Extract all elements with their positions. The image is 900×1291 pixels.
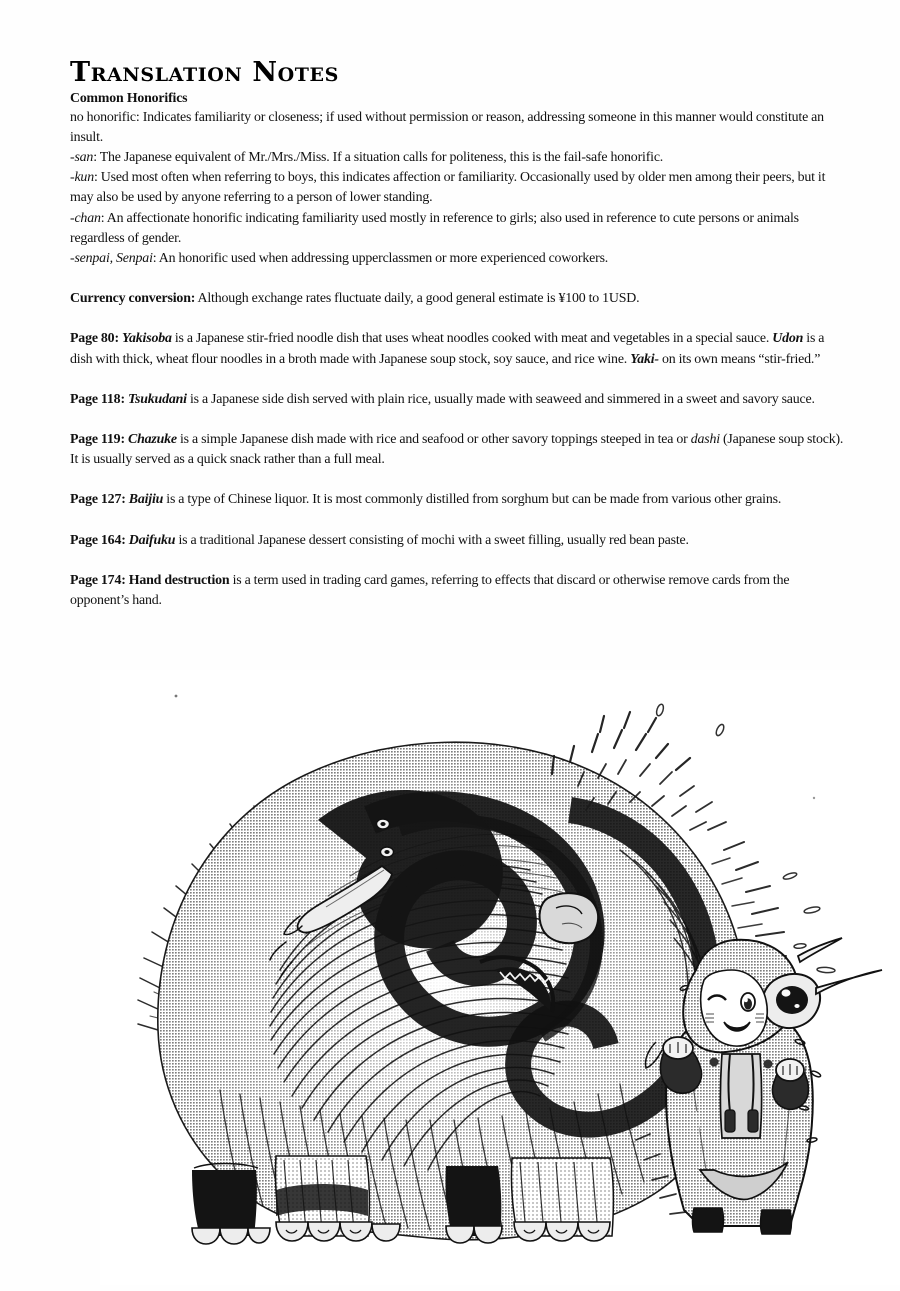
notes-body: [70, 88, 848, 611]
honorific-text: : An honorific used when addressing upperclassmen or more experienced coworkers.: [152, 251, 609, 267]
page-note-term: Udon: [772, 331, 804, 347]
beast-paw: [514, 1222, 610, 1241]
page-note-term: Baijiu: [128, 492, 164, 508]
honorific-text: : Used most often when referring to boys, this indicates affection or familiarity. Occasionally used by older men among their peers, but it may also be used by anyone referring to a person of lower standing.: [70, 170, 826, 206]
manga-illustration: [100, 670, 900, 1285]
honorific-entry: [70, 148, 848, 168]
honorific-text: : An affectionate honorific indicating familiarity used mostly in reference to girls; also used in reference to cute persons or animals regardless of gender.: [70, 210, 799, 246]
page-note-text: (Japanese soup stock). It is usually served as a quick snack rather than a full meal.: [70, 432, 844, 468]
section-heading-common-honorifics: Common Honorifics: [70, 90, 188, 105]
currency-conversion-text: Although exchange rates fluctuate daily, a good general estimate is ¥100 to 1USD.: [195, 291, 640, 307]
child-eye-right: [741, 993, 755, 1011]
page-title: Translation Notes: [70, 57, 339, 89]
honorific-text: : The Japanese equivalent of Mr./Mrs./Miss. If a situation calls for politeness, this is the fail-safe honorific.: [93, 150, 664, 165]
page-note-label: Page 164:: [70, 532, 126, 548]
honorific-term: -kun: [70, 170, 94, 186]
page-note-label: Page 118:: [70, 391, 125, 407]
currency-conversion-label: Currency conversion:: [70, 291, 196, 307]
page-note-label: Page 119:: [70, 432, 125, 448]
honorific-term: -senpai, Senpai: [70, 251, 153, 267]
page-note: [70, 329, 848, 369]
honorific-entry: [70, 249, 848, 269]
page-note-text: is a type of Chinese liquor. It is most commonly distilled from sorghum but can be made from various other grains.: [163, 492, 782, 508]
page-note-text: is a Japanese side dish served with plain rice, usually made with seaweed and simmered in a sweet and savory sauce.: [186, 391, 815, 407]
beast-paw: [192, 1228, 270, 1244]
hood-eye-dark: [776, 986, 808, 1014]
honorific-text: no honorific: Indicates familiarity or closeness; if used without permission or reason, addressing someone in this manner would constitute an insult.: [70, 109, 824, 145]
page-note-term: Hand destruction: [128, 572, 230, 588]
page-note-label: Page 127:: [70, 492, 126, 508]
page-note-term: Daifuku: [128, 532, 176, 548]
paragraph-spacer: [70, 309, 848, 329]
page-note-text: is a Japanese stir-fried noodle dish that uses wheat noodles cooked with meat and vegetables in a special sauce.: [171, 331, 773, 347]
page-note-text: is a term used in trading card games, referring to effects that discard or otherwise remove cards from the opponent’s hand.: [70, 572, 790, 609]
page-note-text: is a simple Japanese dish made with rice and seafood or other savory toppings steeped in tea or: [176, 432, 691, 448]
page-note: [70, 390, 848, 410]
page-note-text: is a dish with thick, wheat flour noodles in a broth made with Japanese soup stock, soy sauce, and rice wine.: [70, 331, 825, 367]
page-note-text: on its own means “stir-fried.”: [658, 351, 821, 367]
paragraph-spacer: [70, 269, 848, 289]
paragraph-spacer: [70, 410, 848, 430]
honorific-term: -san: [70, 150, 94, 165]
page-note: [70, 531, 848, 551]
paragraph-spacer: [70, 511, 848, 531]
honorific-term: -chan: [70, 210, 101, 226]
page-note-term: dashi: [690, 432, 720, 448]
paragraph-spacer: [70, 551, 848, 571]
page-note: [70, 571, 848, 611]
page-note-label: Page 80:: [70, 331, 119, 347]
page-note-label: Page 174:: [70, 572, 126, 588]
page-note: [70, 490, 848, 510]
beast-snout: [540, 893, 599, 943]
page-note-term: Yaki-: [630, 351, 659, 367]
ink-speck: [813, 797, 815, 799]
ink-speck: [175, 695, 178, 698]
page-note-term: Tsukudani: [127, 391, 187, 407]
currency-conversion-note: [70, 289, 848, 309]
page-note-text: is a traditional Japanese dessert consisting of mochi with a sweet filling, usually red bean paste.: [175, 532, 689, 548]
honorific-entry: [70, 209, 848, 249]
honorific-entry: [70, 108, 848, 148]
page-note-term: Chazuke: [127, 432, 177, 448]
paragraph-spacer: [70, 370, 848, 390]
paragraph-spacer: [70, 470, 848, 490]
page-note-term: Yakisoba: [121, 331, 172, 347]
honorific-entry: [70, 168, 848, 208]
page-note: [70, 430, 848, 470]
